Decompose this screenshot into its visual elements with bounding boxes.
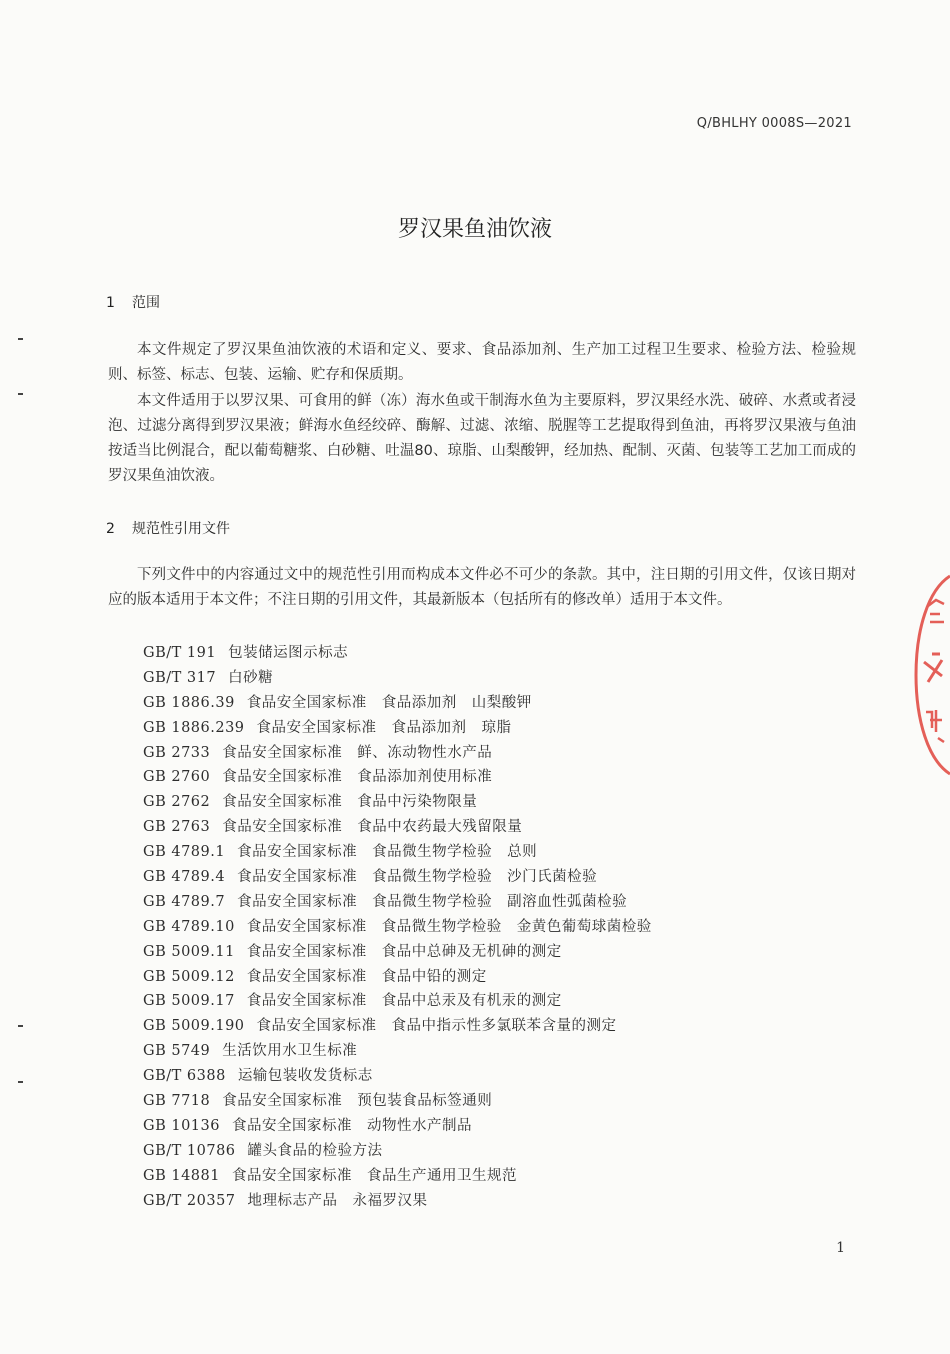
reference-code: GB 4789.7 — [143, 893, 226, 910]
reference-code: GB/T 6388 — [143, 1068, 226, 1085]
reference-code: GB 1886.239 — [143, 719, 245, 736]
section-number: 2 — [106, 521, 115, 537]
reference-title: 食品安全国家标准 鲜、冻动物性水产品 — [222, 744, 493, 761]
list-item — [143, 840, 652, 865]
list-item — [143, 716, 652, 741]
reference-title: 包装储运图示标志 — [228, 645, 349, 661]
list-item — [143, 790, 652, 815]
reference-code: GB 14881 — [143, 1167, 220, 1184]
reference-code: GB/T 317 — [143, 669, 217, 686]
document-title: 罗汉果鱼油饮液 — [397, 217, 552, 242]
reference-title: 食品安全国家标准 食品生产通用卫生规范 — [231, 1167, 517, 1184]
section-heading-text: 规范性引用文件 — [132, 521, 230, 537]
reference-code: GB 4789.4 — [143, 869, 226, 886]
list-item — [143, 641, 652, 666]
reference-title: 食品安全国家标准 食品微生物学检验 副溶血性弧菌检验 — [237, 893, 628, 910]
list-item — [143, 865, 652, 890]
reference-code: GB 5749 — [143, 1043, 211, 1060]
list-item — [143, 890, 652, 915]
scan-mark — [18, 1081, 23, 1083]
page-number: 1 — [836, 1240, 845, 1256]
reference-title: 罐头食品的检验方法 — [247, 1142, 383, 1159]
reference-title: 食品安全国家标准 食品微生物学检验 沙门氏菌检验 — [237, 869, 598, 886]
reference-title: 食品安全国家标准 食品中总汞及有机汞的测定 — [246, 993, 562, 1010]
scan-mark — [18, 393, 23, 395]
reference-title: 地理标志产品 永福罗汉果 — [247, 1192, 428, 1209]
reference-title: 食品安全国家标准 食品中指示性多氯联苯含量的测定 — [256, 1018, 617, 1035]
reference-title: 食品安全国家标准 食品中农药最大残留限量 — [222, 819, 523, 836]
list-item — [143, 940, 652, 965]
reference-title: 食品安全国家标准 预包装食品标签通则 — [222, 1093, 493, 1110]
reference-title: 食品安全国家标准 食品中污染物限量 — [222, 794, 478, 811]
list-item — [143, 666, 652, 691]
scan-mark — [18, 1025, 23, 1027]
list-item — [143, 1164, 652, 1189]
reference-code: GB 7718 — [143, 1093, 211, 1110]
reference-code: GB 4789.1 — [143, 844, 226, 861]
section-1-heading — [106, 292, 160, 312]
reference-code: GB 2733 — [143, 744, 211, 761]
reference-list — [143, 641, 652, 1213]
list-item — [143, 989, 652, 1014]
reference-title: 运输包装收发货标志 — [237, 1068, 373, 1085]
list-item — [143, 815, 652, 840]
reference-code: GB 5009.12 — [143, 968, 235, 985]
seal-stamp-graphic — [916, 576, 950, 774]
list-item — [143, 691, 652, 716]
list-item — [143, 1114, 652, 1139]
reference-code: GB 10136 — [143, 1117, 220, 1134]
section-2-heading — [106, 518, 230, 538]
section-1-paragraph-2: 本文件适用于以罗汉果、可食用的鲜（冻）海水鱼或干制海水鱼为主要原料，罗汉果经水洗、破碎、水煮或者浸泡、过滤分离得到罗汉果液；鲜海水鱼经绞碎、酶解、过滤、浓缩、脱腥等工艺提取得到鱼油，再将罗汉果液与鱼油按适当比例混合，配以葡萄糖浆、白砂糖、吐温80、琼脂、山梨酸钾，经加热、配制、灭菌、包装等工艺加工而成的罗汉果鱼油饮液。 — [108, 393, 856, 484]
reference-code: GB 5009.190 — [143, 1018, 245, 1035]
reference-title: 食品安全国家标准 食品中总砷及无机砷的测定 — [246, 943, 562, 960]
document-code: Q/BHLHY 0008S—2021 — [696, 116, 852, 131]
reference-title: 食品安全国家标准 食品微生物学检验 总则 — [237, 844, 538, 861]
list-item — [143, 1189, 652, 1214]
reference-code: GB 5009.11 — [143, 943, 235, 960]
list-item — [143, 1089, 652, 1114]
reference-title: 食品安全国家标准 食品微生物学检验 金黄色葡萄球菌检验 — [246, 918, 652, 935]
list-item — [143, 915, 652, 940]
reference-title: 白砂糖 — [228, 669, 274, 686]
section-heading-text: 范围 — [132, 295, 160, 311]
list-item — [143, 765, 652, 790]
section-number: 1 — [106, 295, 115, 311]
reference-title: 食品安全国家标准 食品中铅的测定 — [246, 968, 487, 985]
section-2-paragraph-1: 下列文件中的内容通过文中的规范性引用而构成本文件必不可少的条款。其中，注日期的引用文件，仅该日期对应的版本适用于本文件；不注日期的引用文件，其最新版本（包括所有的修改单）适用于本文件。 — [108, 567, 856, 608]
reference-code: GB/T 20357 — [143, 1192, 236, 1209]
reference-code: GB 1886.39 — [143, 694, 235, 711]
list-item — [143, 741, 652, 766]
list-item — [143, 1064, 652, 1089]
list-item — [143, 965, 652, 990]
reference-code: GB/T 191 — [143, 645, 217, 661]
list-item — [143, 1139, 652, 1164]
reference-title: 生活饮用水卫生标准 — [222, 1043, 358, 1060]
reference-title: 食品安全国家标准 食品添加剂 山梨酸钾 — [246, 694, 532, 711]
reference-code: GB/T 10786 — [143, 1142, 236, 1159]
reference-title: 食品安全国家标准 食品添加剂使用标准 — [222, 769, 493, 786]
reference-title: 食品安全国家标准 食品添加剂 琼脂 — [256, 719, 512, 736]
section-1-paragraph-1: 本文件规定了罗汉果鱼油饮液的术语和定义、要求、食品添加剂、生产加工过程卫生要求、检验方法、检验规则、标签、标志、包装、运输、贮存和保质期。 — [108, 342, 856, 383]
scan-mark — [18, 338, 23, 340]
reference-code: GB 2762 — [143, 794, 211, 811]
reference-title: 食品安全国家标准 动物性水产制品 — [231, 1117, 472, 1134]
list-item — [143, 1039, 652, 1064]
reference-code: GB 2763 — [143, 819, 211, 836]
reference-code: GB 5009.17 — [143, 993, 235, 1010]
seal-stamp — [908, 570, 950, 780]
reference-code: GB 4789.10 — [143, 918, 235, 935]
reference-code: GB 2760 — [143, 769, 211, 786]
list-item — [143, 1014, 652, 1039]
